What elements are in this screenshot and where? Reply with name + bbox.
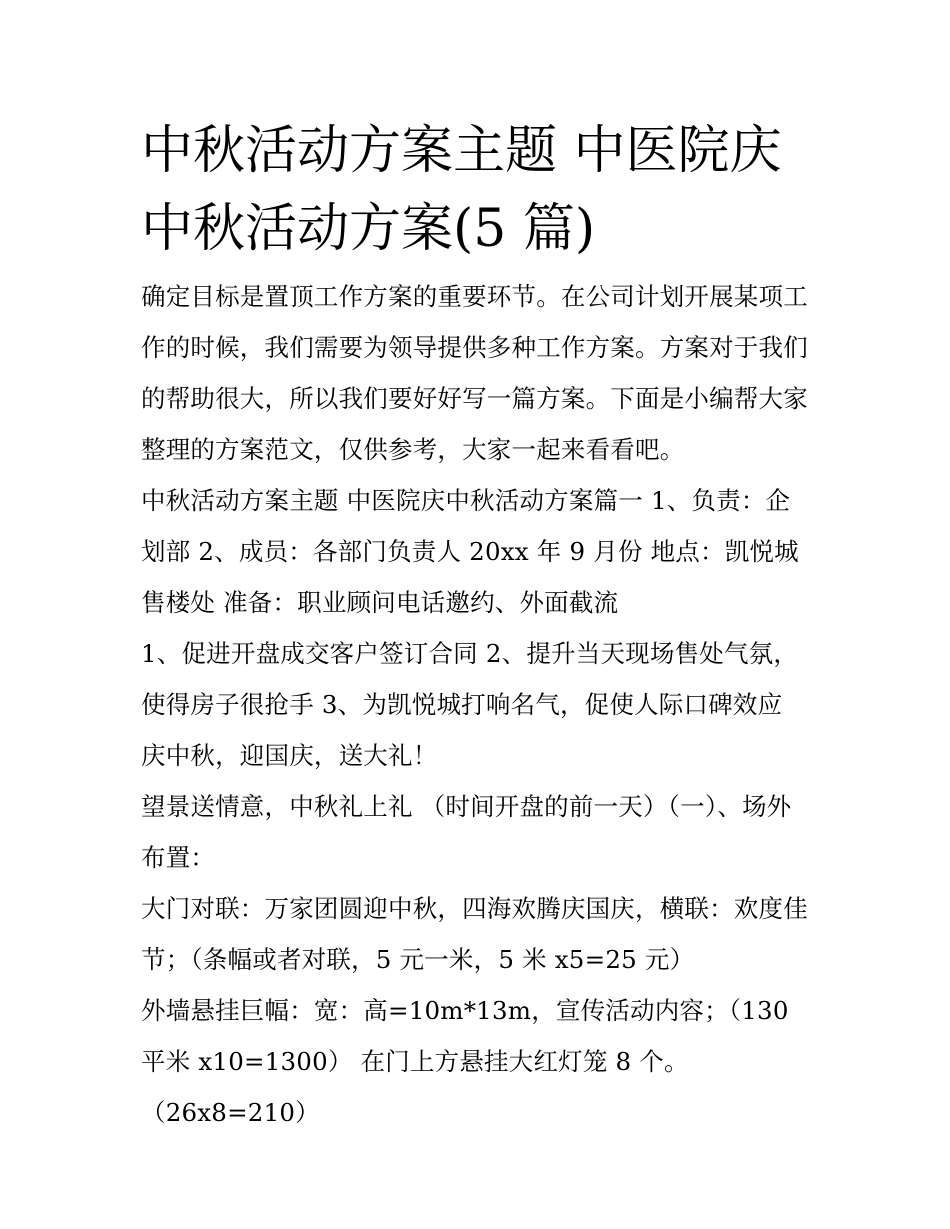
document-title: 中秋活动方案主题 中医院庆中秋活动方案(5 篇) xyxy=(141,121,782,259)
paragraph-banner: 外墙悬挂巨幅：宽：高=10m*13m，宣传活动内容；（130 平米 x10=1300） 在门上方悬挂大红灯笼 8 个。（26x8=210） xyxy=(141,996,789,1127)
paragraph-intro: 确定目标是置顶工作方案的重要环节。在公司计划开展某项工作的时候，我们需要为领导提供多种工作方案。方案对于我们的帮助很大，所以我们要好好写一篇方案。下面是小编帮大家整理的方案范文，仅供参考，大家一起来看看吧。 xyxy=(141,282,808,464)
paragraph-couplets: 大门对联：万家团圆迎中秋，四海欢腾庆国庆，横联：欢度佳节；（条幅或者对联，5 元一米，5 米 x5=25 元） xyxy=(141,894,808,974)
document-page xyxy=(141,112,813,1138)
paragraph-plan-one: 中秋活动方案主题 中医院庆中秋活动方案篇一 1、负责：企划部 2、成员：各部门负责人 20xx 年 9 月份 地点：凯悦城售楼处 准备：职业顾问电话邀约、外面截流 xyxy=(141,486,799,617)
paragraph-event: 望景送情意，中秋礼上礼 （时间开盘的前一天）（一）、场外布置： xyxy=(141,792,792,872)
paragraph-goals: 1、促进开盘成交客户签订合同 2、提升当天现场售处气氛，使得房子很抢手 3、为凯悦城打响名气，促使人际口碑效应 庆中秋，迎国庆，送大礼！ xyxy=(141,639,799,770)
